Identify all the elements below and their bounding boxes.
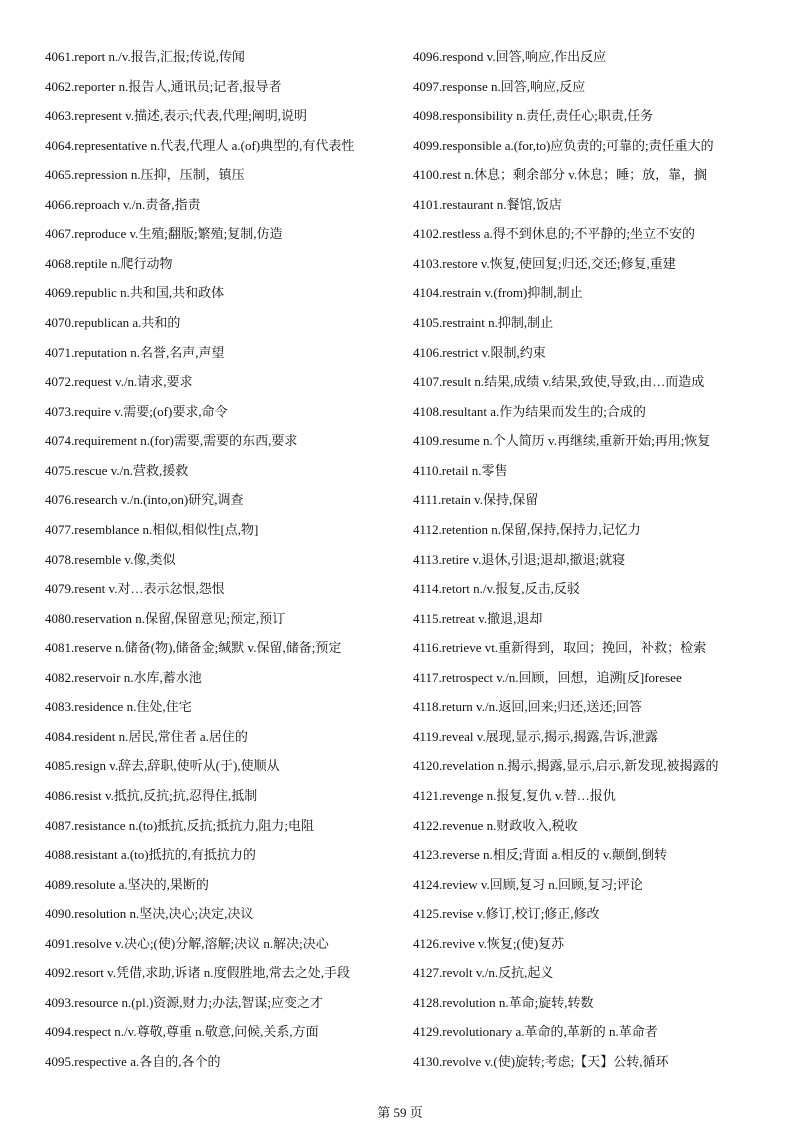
vocab-entry: 4125.revise v.修订,校订;修正,修改 <box>413 906 600 922</box>
vocab-entry: 4127.revolt v./n.反抗,起义 <box>413 965 554 981</box>
vocab-entry: 4114.retort n./v.报复,反击,反驳 <box>413 581 580 597</box>
vocab-entry: 4084.resident n.居民,常住者 a.居住的 <box>45 728 248 744</box>
vocab-entry: 4080.reservation n.保留,保留意见;预定,预订 <box>45 610 286 626</box>
vocab-entry: 4111.retain v.保持,保留 <box>413 492 539 508</box>
vocab-entry: 4071.reputation n.名誉,名声,声望 <box>45 344 225 360</box>
vocab-entry: 4112.retention n.保留,保持,保持力,记忆力 <box>413 521 641 537</box>
vocab-entry: 4120.revelation n.揭示,揭露,显示,启示,新发现,被揭露的 <box>413 758 719 774</box>
vocab-entry: 4099.responsible a.(for,to)应负责的;可靠的;责任重大的 <box>413 137 714 153</box>
vocab-entry: 4126.revive v.恢复;(使)复苏 <box>413 935 565 951</box>
vocab-entry: 4097.response n.回答,响应,反应 <box>413 78 586 94</box>
vocab-entry: 4092.resort v.凭借,求助,诉诸 n.度假胜地,常去之处,手段 <box>45 965 351 981</box>
left-vocab-column <box>45 0 407 1080</box>
vocab-entry: 4128.revolution n.革命;旋转,转数 <box>413 994 594 1010</box>
vocab-entry: 4123.reverse n.相反;背面 a.相反的 v.颠倒,倒转 <box>413 847 668 863</box>
vocab-entry: 4095.respective a.各自的,各个的 <box>45 1054 221 1070</box>
vocab-entry: 4073.require v.需要;(of)要求,命令 <box>45 403 228 419</box>
vocab-entry: 4074.requirement n.(for)需要,需要的东西,要求 <box>45 433 298 449</box>
vocab-entry: 4077.resemblance n.相似,相似性[点,物] <box>45 521 259 537</box>
vocab-entry: 4118.return v./n.返回,回来;归还,送还;回答 <box>413 699 643 715</box>
vocab-entry: 4068.reptile n.爬行动物 <box>45 255 173 271</box>
vocab-entry: 4110.retail n.零售 <box>413 462 508 478</box>
vocab-entry: 4065.repression n.压抑，压制，镇压 <box>45 167 245 183</box>
vocab-entry: 4105.restraint n.抑制,制止 <box>413 315 554 331</box>
vocab-entry: 4066.reproach v./n.责备,指责 <box>45 196 201 212</box>
vocab-entry: 4121.revenge n.报复,复仇 v.替…报仇 <box>413 788 616 803</box>
vocab-entry: 4072.request v./n.请求,要求 <box>45 374 193 390</box>
vocab-entry: 4100.rest n.休息；剩余部分 v.休息；睡；放，靠，搁 <box>413 167 708 183</box>
vocab-entry: 4129.revolutionary a.革命的,革新的 n.革命者 <box>413 1024 658 1040</box>
vocab-entry: 4067.reproduce v.生殖;翻版;繁殖;复制,仿造 <box>45 226 283 242</box>
vocab-entry: 4091.resolve v.决心;(使)分解,溶解;决议 n.解决;决心 <box>45 935 329 951</box>
page-number-footer: 第 59 页 <box>377 1105 423 1120</box>
vocab-entry: 4061.report n./v.报告,汇报;传说,传闻 <box>45 49 245 64</box>
vocab-entry: 4070.republican a.共和的 <box>45 315 181 331</box>
vocab-entry: 4115.retreat v.撤退,退却 <box>413 610 543 626</box>
vocab-entry: 4104.restrain v.(from)抑制,制止 <box>413 285 583 301</box>
vocab-entry: 4103.restore v.恢复,使回复;归还,交还;修复,重建 <box>413 255 676 271</box>
right-vocab-column <box>413 0 795 1080</box>
vocab-entry: 4101.restaurant n.餐馆,饭店 <box>413 196 562 212</box>
vocab-entry: 4064.representative n.代表,代理人 a.(of)典型的,有代表性 <box>45 137 355 153</box>
vocab-entry: 4106.restrict v.限制,约束 <box>413 344 546 360</box>
vocab-entry: 4085.resign v.辞去,辞职,使听从(于),使顺从 <box>45 758 280 774</box>
vocab-entry: 4089.resolute a.坚决的,果断的 <box>45 876 209 892</box>
vocab-entry: 4122.revenue n.财政收入,税收 <box>413 817 578 833</box>
vocab-entry: 4109.resume n.个人简历 v.再继续,重新开始;再用;恢复 <box>413 433 711 449</box>
vocab-entry: 4076.research v./n.(into,on)研究,调查 <box>45 492 244 508</box>
vocab-entry: 4087.resistance n.(to)抵抗,反抗;抵抗力,阻力;电阻 <box>45 817 314 833</box>
vocab-entry: 4094.respect n./v.尊敬,尊重 n.敬意,问候,关系,方面 <box>45 1024 319 1040</box>
vocab-entry: 4113.retire v.退休,引退;退却,撤退;就寝 <box>413 551 626 567</box>
vocab-entry: 4119.reveal v.展现,显示,揭示,揭露,告诉,泄露 <box>413 728 658 744</box>
vocab-entry: 4086.resist v.抵抗,反抗;抗,忍得住,抵制 <box>45 788 258 803</box>
vocab-entry: 4096.respond v.回答,响应,作出反应 <box>413 49 607 64</box>
vocab-entry: 4081.reserve n.储备(物),储备金;缄默 v.保留,储备;预定 <box>45 640 342 656</box>
vocab-entry: 4107.result n.结果,成绩 v.结果,致使,导致,由…而造成 <box>413 374 705 390</box>
vocab-entry: 4062.reporter n.报告人,通讯员;记者,报导者 <box>45 78 282 94</box>
vocab-entry: 4090.resolution n.坚决,决心;决定,决议 <box>45 906 254 922</box>
vocab-entry: 4088.resistant a.(to)抵抗的,有抵抗力的 <box>45 847 256 863</box>
vocab-entry: 4117.retrospect v./n.回顾，回想，追溯[反]foresee <box>413 669 682 685</box>
vocab-entry: 4069.republic n.共和国,共和政体 <box>45 285 225 301</box>
vocab-entry: 4108.resultant a.作为结果而发生的;合成的 <box>413 403 646 419</box>
vocab-entry: 4075.rescue v./n.营救,援救 <box>45 462 189 478</box>
vocab-entry: 4079.resent v.对…表示忿恨,怨恨 <box>45 581 225 597</box>
vocab-entry: 4116.retrieve vt.重新得到，取回；挽回，补救；检索 <box>413 640 707 656</box>
vocab-entry: 4098.responsibility n.责任,责任心;职责,任务 <box>413 108 654 124</box>
vocab-entry: 4124.review v.回顾,复习 n.回顾,复习;评论 <box>413 876 643 892</box>
vocab-entry: 4093.resource n.(pl.)资源,财力;办法,智谋;应变之才 <box>45 994 324 1010</box>
vocab-entry: 4078.resemble v.像,类似 <box>45 551 176 567</box>
vocab-entry: 4063.represent v.描述,表示;代表,代理;阐明,说明 <box>45 108 308 124</box>
vocab-entry: 4102.restless a.得不到休息的;不平静的;坐立不安的 <box>413 226 696 242</box>
vocab-entry: 4082.reservoir n.水库,蓄水池 <box>45 669 202 685</box>
vocab-entry: 4130.revolve v.(使)旋转;考虑;【天】公转,循环 <box>413 1054 669 1070</box>
vocab-entry: 4083.residence n.住处,住宅 <box>45 699 192 715</box>
